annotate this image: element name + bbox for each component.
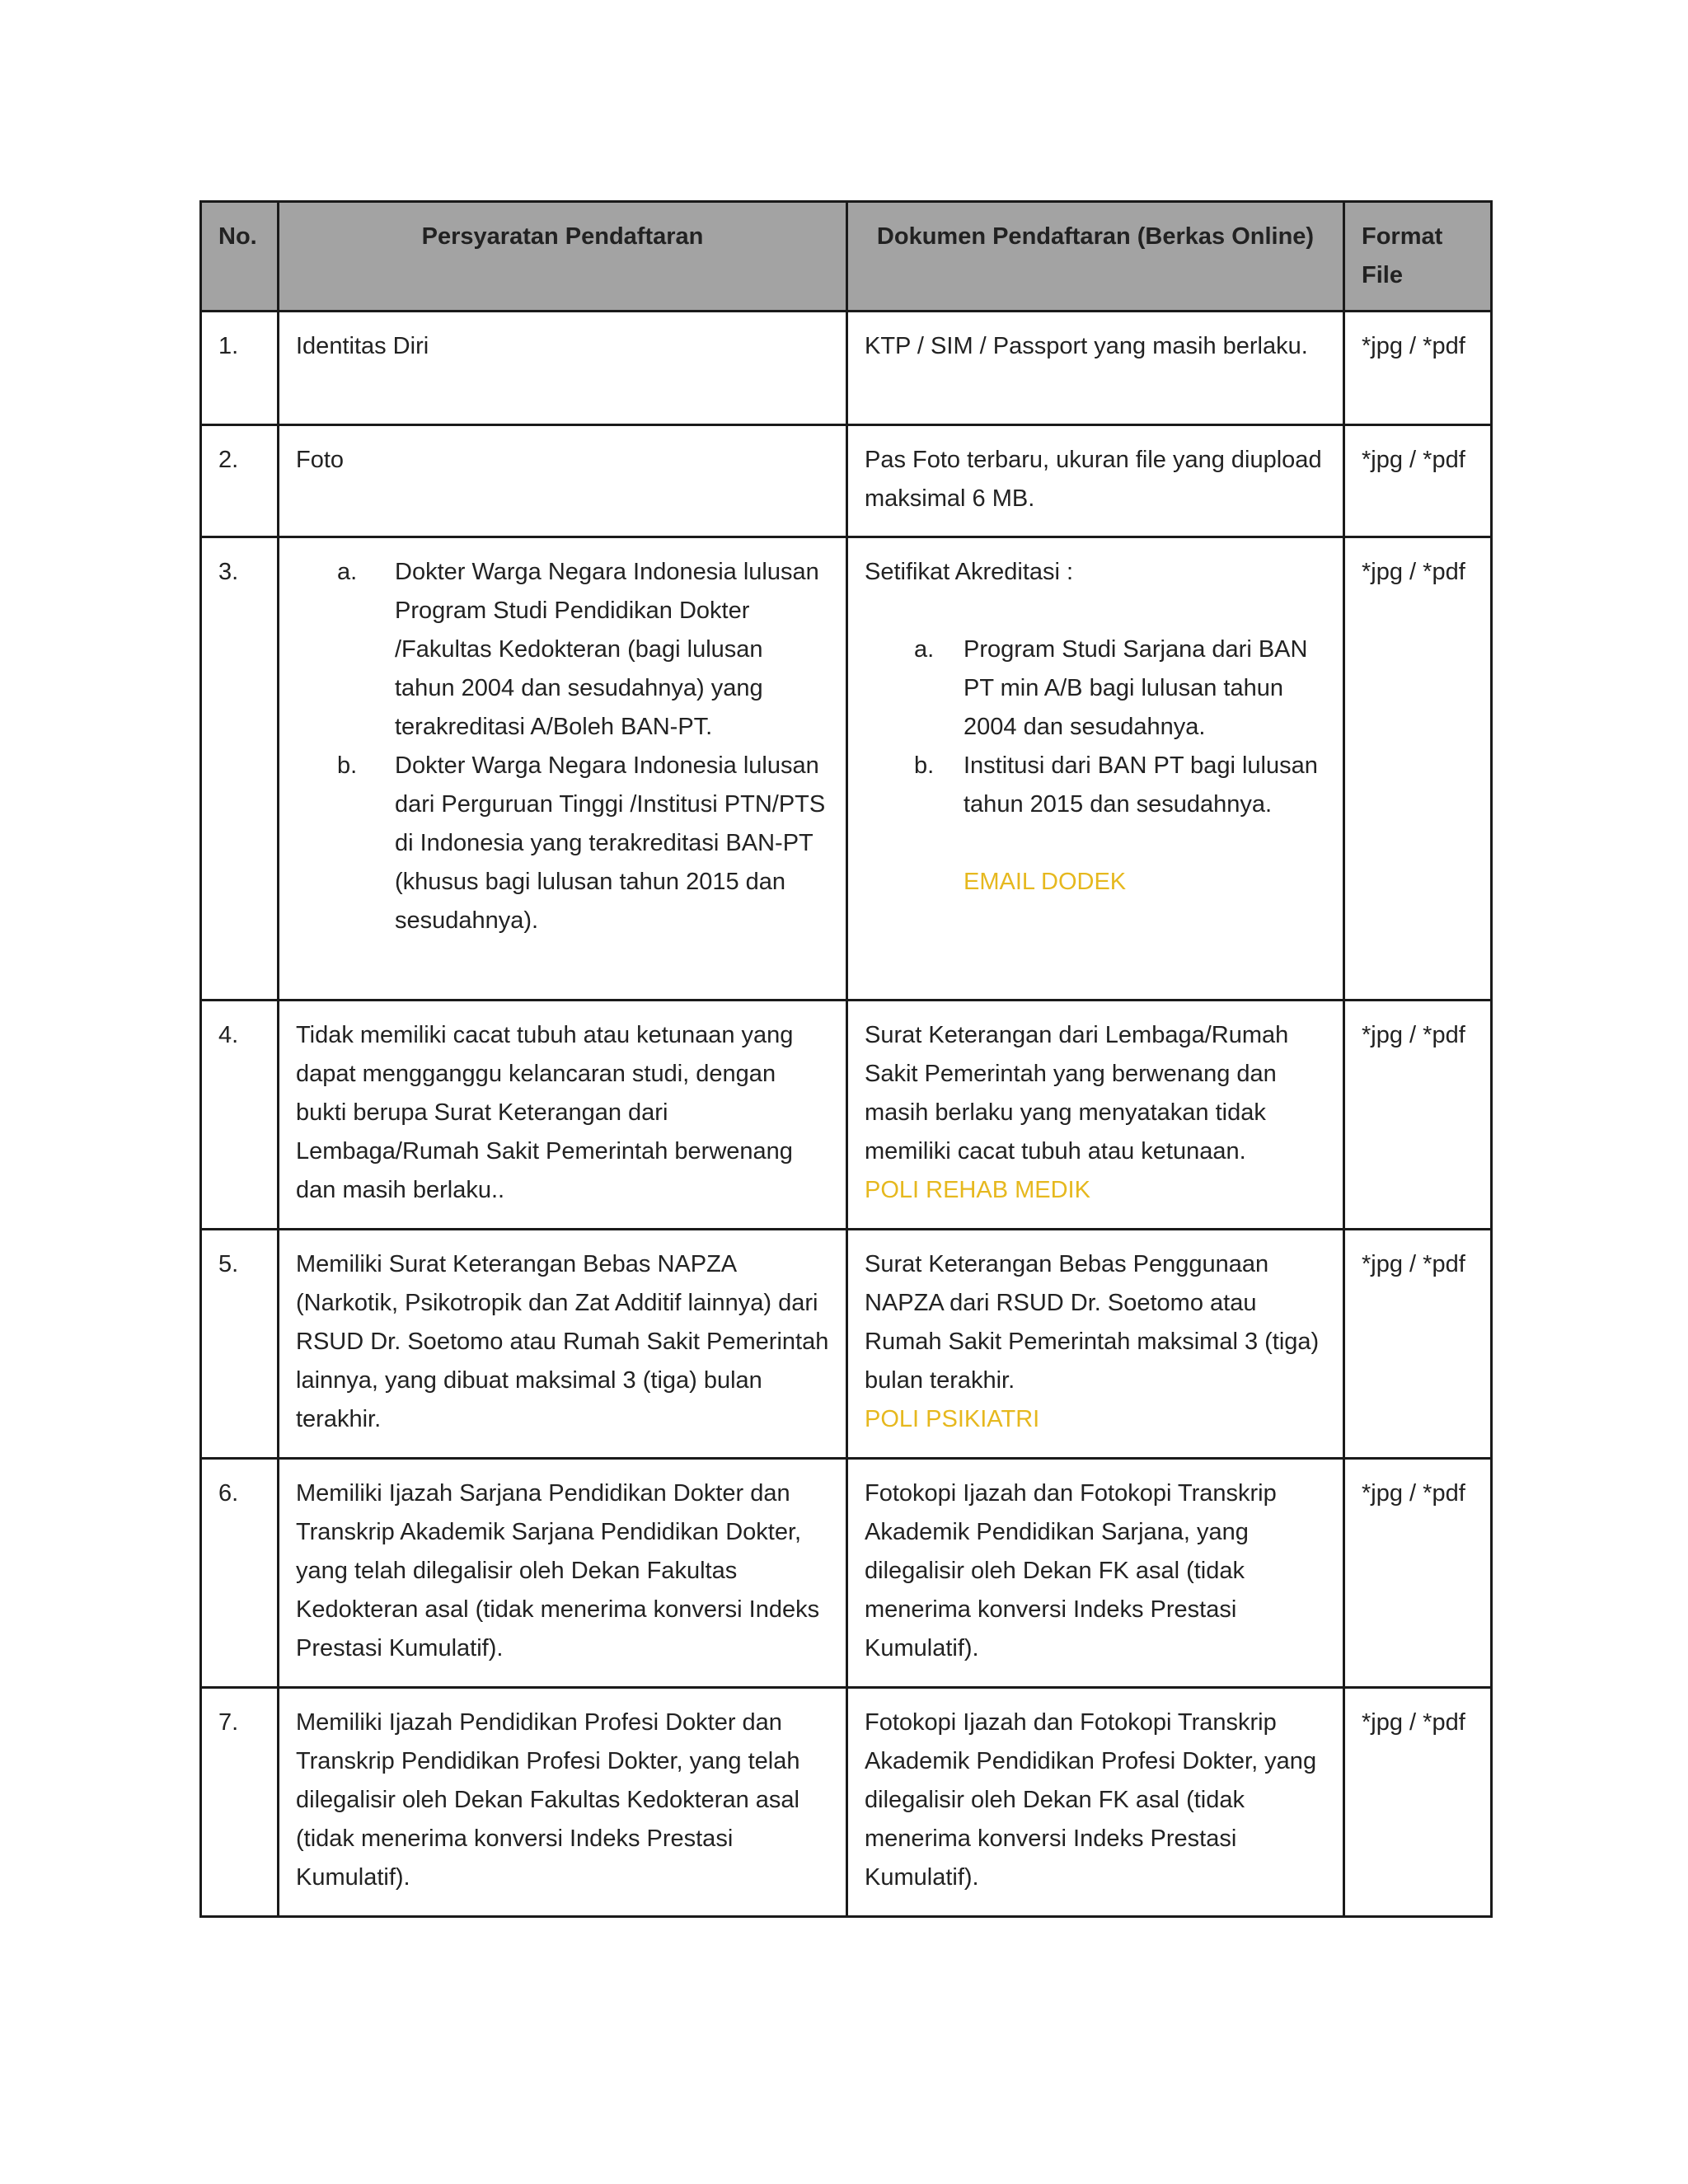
table-row [201, 1001, 1492, 1230]
row-document: Pas Foto terbaru, ukuran file yang diupload maksimal 6 MB. [847, 425, 1344, 537]
document-note: POLI PSIKIATRI [865, 1406, 1040, 1432]
row-requirement: Memiliki Ijazah Sarjana Pendidikan Dokter dan Transkrip Akademik Sarjana Pendidikan Dokter, yang telah dilegalisir oleh Dekan Fakultas Kedokteran asal (tidak menerima konversi Indeks Prestasi Kumulatif). [279, 1459, 847, 1688]
row-document: Fotokopi Ijazah dan Fotokopi Transkrip Akademik Pendidikan Profesi Dokter, yang dilegalisir oleh Dekan FK asal (tidak menerima konversi Indeks Prestasi Kumulatif). [847, 1688, 1344, 1917]
table-row [201, 1459, 1492, 1688]
row-number: 4. [201, 1001, 279, 1230]
table-row [201, 425, 1492, 537]
row-requirement: Memiliki Surat Keterangan Bebas NAPZA (Narkotik, Psikotropik dan Zat Additif lainnya) dari RSUD Dr. Soetomo atau Rumah Sakit Pemerintah lainnya, yang dibuat maksimal 3 (tiga) bulan terakhir. [279, 1230, 847, 1459]
list-item [914, 747, 1326, 824]
row-document: KTP / SIM / Passport yang masih berlaku. [847, 312, 1344, 425]
list-marker: b. [914, 752, 935, 779]
header-format: Format File [1344, 202, 1492, 312]
document-intro: Setifikat Akreditasi : [865, 559, 1074, 585]
list-marker: a. [914, 636, 935, 663]
list-item [337, 747, 829, 940]
list-item [914, 630, 1326, 747]
row-requirement: Memiliki Ijazah Pendidikan Profesi Dokter dan Transkrip Pendidikan Profesi Dokter, yang telah dilegalisir oleh Dekan Fakultas Kedokteran asal (tidak menerima konversi Indeks Prestasi Kumulatif). [279, 1688, 847, 1917]
header-document: Dokumen Pendaftaran (Berkas Online) [847, 202, 1344, 312]
requirements-table [199, 200, 1493, 1918]
table-row [201, 1688, 1492, 1917]
row-document [847, 537, 1344, 1001]
row-number: 5. [201, 1230, 279, 1459]
row-format: *jpg / *pdf [1344, 1688, 1492, 1917]
row-format: *jpg / *pdf [1344, 1230, 1492, 1459]
table-row [201, 312, 1492, 425]
row-document [847, 1001, 1344, 1230]
row-format: *jpg / *pdf [1344, 1001, 1492, 1230]
list-marker: b. [337, 752, 358, 779]
header-requirement: Persyaratan Pendaftaran [279, 202, 847, 312]
row-requirement [279, 537, 847, 1001]
row-format: *jpg / *pdf [1344, 312, 1492, 425]
row-number: 3. [201, 537, 279, 1001]
document-note: POLI REHAB MEDIK [865, 1177, 1090, 1203]
list-item-text: Institusi dari BAN PT bagi lulusan tahun 2015 dan sesudahnya. [964, 752, 1318, 818]
requirement-sublist [296, 553, 829, 940]
document-text: Surat Keterangan dari Lembaga/Rumah Sakit Pemerintah yang berwenang dan masih berlaku yang menyatakan tidak memiliki cacat tubuh atau ketunaan. [865, 1022, 1289, 1165]
row-requirement: Identitas Diri [279, 312, 847, 425]
document-text: Surat Keterangan Bebas Penggunaan NAPZA dari RSUD Dr. Soetomo atau Rumah Sakit Pemerintah maksimal 3 (tiga) bulan terakhir. [865, 1251, 1320, 1394]
row-number: 6. [201, 1459, 279, 1688]
row-format: *jpg / *pdf [1344, 537, 1492, 1001]
row-format: *jpg / *pdf [1344, 1459, 1492, 1688]
list-marker: a. [337, 559, 358, 585]
row-requirement: Foto [279, 425, 847, 537]
row-document [847, 1230, 1344, 1459]
row-format: *jpg / *pdf [1344, 425, 1492, 537]
row-number: 2. [201, 425, 279, 537]
list-item [337, 553, 829, 747]
row-number: 1. [201, 312, 279, 425]
table-row [201, 537, 1492, 1001]
document-note: EMAIL DODEK [964, 869, 1127, 895]
table-row [201, 1230, 1492, 1459]
row-requirement: Tidak memiliki cacat tubuh atau ketunaan yang dapat mengganggu kelancaran studi, dengan bukti berupa Surat Keterangan dari Lembaga/Rumah Sakit Pemerintah berwenang dan masih berlaku.. [279, 1001, 847, 1230]
list-item-text: Dokter Warga Negara Indonesia lulusan dari Perguruan Tinggi /Institusi PTN/PTS di Indonesia yang terakreditasi BAN-PT (khusus bagi lulusan tahun 2015 dan sesudahnya). [395, 752, 826, 934]
table-header-row [201, 202, 1492, 312]
list-item-text: Dokter Warga Negara Indonesia lulusan Program Studi Pendidikan Dokter /Fakultas Kedokteran (bagi lulusan tahun 2004 dan sesudahnya) yang terakreditasi A/Boleh BAN-PT. [395, 559, 819, 740]
header-no: No. [201, 202, 279, 312]
list-item-text: Program Studi Sarjana dari BAN PT min A/B bagi lulusan tahun 2004 dan sesudahnya. [964, 636, 1308, 740]
row-number: 7. [201, 1688, 279, 1917]
document-sublist [865, 630, 1326, 824]
row-document: Fotokopi Ijazah dan Fotokopi Transkrip Akademik Pendidikan Sarjana, yang dilegalisir oleh Dekan FK asal (tidak menerima konversi Indeks Prestasi Kumulatif). [847, 1459, 1344, 1688]
